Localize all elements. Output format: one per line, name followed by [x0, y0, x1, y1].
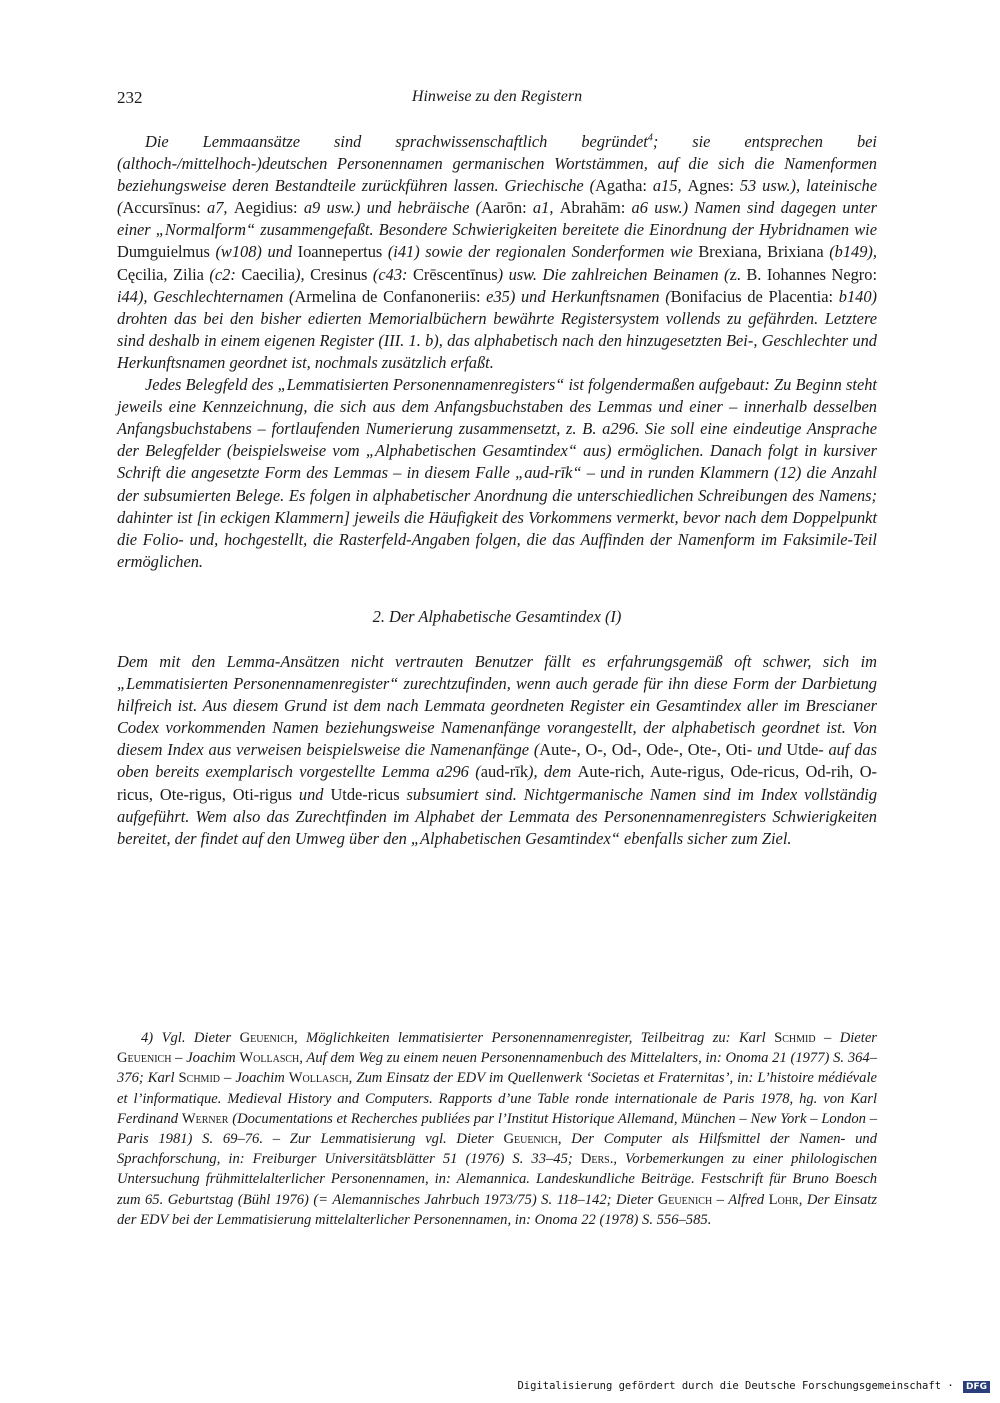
- text-run: ),: [295, 264, 311, 284]
- author-name: Wollasch: [239, 1050, 300, 1067]
- text-run: , Möglichkeiten lemmatisierter Personennamenregister, Teilbeitrag zu: Karl: [294, 1030, 775, 1046]
- text-run: 4) Vgl. Dieter: [141, 1030, 240, 1046]
- footnote-4: [117, 1028, 877, 1230]
- text-run: ), dem: [528, 762, 578, 782]
- text-run: – Joachim: [171, 1050, 240, 1067]
- text-run: ; sie entsprechen bei (althoch-/mittelhoch-)deutschen Personennamen germanischen Wortstämmen, auf die sich die Namenformen beziehungsweise deren Bestandteile zurückführen lassen. Griechische (: [117, 132, 877, 196]
- paragraph-lemma-ansaetze: [117, 131, 877, 374]
- name-example: Agnes:: [687, 176, 734, 196]
- text-run: (c43:: [367, 264, 413, 284]
- name-example: Accursīnus:: [122, 198, 201, 218]
- text-run: (Documentations et Recherches publiées par l’Institut Historique Allemand, München – New York – London – Paris 1981) S. 69–76. – Zur Lemmatisierung vgl. Dieter: [117, 1110, 878, 1148]
- author-name: Geuenich: [239, 1030, 294, 1046]
- text-run: ) usw. Die zahlreichen Beinamen (: [497, 264, 730, 284]
- author-name: Ders.: [580, 1151, 614, 1168]
- text-run: , Der Einsatz der EDV bei der Lemmatisierung mittelalterlicher Personennamen, in: Onoma 22 (1978) S. 556–585.: [117, 1191, 878, 1228]
- author-name: Geuenich: [503, 1131, 558, 1148]
- section-2-heading: 2. Der Alphabetische Gesamtindex (I): [372, 607, 622, 626]
- funding-credit-text: Digitalisierung gefördert durch die Deutsche Forschungsgemeinschaft: [517, 1380, 942, 1392]
- running-title: Hinweise zu den Registern: [411, 88, 583, 105]
- page-number: 232: [117, 88, 143, 107]
- name-example: Aute-rich, Aute-rigus, Ode-ricus, Od-rih, O-ricus, Ote-rigus, Oti-rigus: [117, 762, 877, 804]
- text-run: a9 usw.) und hebräische (: [297, 198, 482, 218]
- text-run: (i41) sowie der regionalen Sonderformen wie: [382, 242, 699, 262]
- page-header: [117, 88, 877, 114]
- name-example: z. B. Iohannes Negro:: [729, 264, 878, 284]
- author-name: Wollasch: [288, 1070, 349, 1087]
- text-run: , Der Computer als Hilfsmittel der Namen- und Sprachforschung, in: Freiburger Universitätsblätter 51 (1976) S. 33–45;: [117, 1131, 877, 1168]
- funding-credit: Digitalisierung gefördert durch die Deutsche Forschungsgemeinschaft · DFG: [517, 1380, 990, 1393]
- text-run: i44), Geschlechternamen (: [117, 286, 295, 306]
- name-example: Bonifacius de Placentia:: [670, 286, 834, 306]
- name-example: Utde-: [786, 740, 824, 760]
- text-run: a1,: [526, 198, 560, 218]
- text-run: subsumiert sind. Nichtgermanische Namen sind im Index vollständig aufgeführt. Wem also das Zurechtfinden im Alphabet der Lemmata des Personennamenregisters Schwierigkeiten bereitet, der findet auf den Umweg über den „Alphabetischen Gesamtindex“ ebenfalls sicher zum Ziel.: [117, 784, 878, 848]
- name-example: Crēscentīnus: [413, 264, 498, 284]
- name-example: Cresinus: [310, 264, 368, 284]
- author-name: Schmid: [178, 1070, 220, 1087]
- name-example: Abrahām:: [559, 198, 626, 218]
- author-name: Werner: [181, 1110, 229, 1127]
- text-run: – Joachim: [220, 1070, 289, 1087]
- name-example: aud-rīk: [480, 762, 529, 782]
- text-run: und: [752, 740, 787, 760]
- name-example: Caecilia: [241, 264, 296, 284]
- text-run: e35) und Herkunftsnamen (: [480, 286, 671, 306]
- text-run: (w108) und: [209, 242, 298, 262]
- section-2-text: [117, 651, 877, 850]
- author-name: Lohr: [768, 1191, 799, 1208]
- name-example: Brexiana, Brixiana: [698, 242, 824, 262]
- name-example: Agatha:: [595, 176, 647, 196]
- text-run: (c2:: [203, 264, 242, 284]
- name-example: Aegidius:: [233, 198, 298, 218]
- text-run: , Vorbemerkungen zu einer philologischen Untersuchung frühmittelalterlicher Personennamen, in: Alemannica. Landeskundliche Beiträge. Festschrift für Bruno Boesch zum 65. Geburtstag (Bühl 1976) (= Alemannisches Jahrbuch 1973/75) S. 118–142; Dieter: [117, 1151, 877, 1208]
- text-run: (b149),: [823, 242, 877, 262]
- text-run: a7,: [200, 198, 234, 218]
- text-run: a6 usw.) Namen sind dagegen unter einer „Normalform“ zusammengefaßt. Besondere Schwierigkeiten bereitete die Einordnung der Hybridnamen wie: [117, 198, 878, 240]
- name-example: Aute-, O-, Od-, Ode-, Ote-, Oti-: [539, 740, 753, 760]
- text-run: b140) drohten das bei den bisher edierten Memorialbüchern bewährte Registersystem vollends zu gefährden. Letztere sind deshalb in einem eigenen Register (III. 1. b), das alphabetisch nach den hinzugesetzten Bei-, Geschlechter und Herkunftsnamen geordnet ist, nochmals zusätzlich erfaßt.: [117, 286, 877, 372]
- paragraph-belegfeld: Jedes Belegfeld des „Lemmatisierten Personennamenregisters“ ist folgendermaßen aufgebaut: Zu Beginn steht jeweils eine Kennzeichnung, die sich aus dem Anfangsbuchstaben des Lemmas und einer – innerhalb desselben Anfangsbuchstabens – fortlaufenden Numerierung zusammensetzt, z. B. a296. Sie soll eine eindeutige Ansprache der Belegfelder (beispielsweise vom „Alphabetischen Gesamtindex“ aus) ermöglichen. Danach folgt in kursiver Schrift die angesetzte Form des Lemmas – in diesem Falle „aud-rīk“ – und in runden Klammern (12) die Anzahl der subsumierten Belege. Es folgen in alphabetischer Anordnung die unterschiedlichen Schreibungen des Namens; dahinter ist [in eckigen Klammern] jeweils die Häufigkeit des Vorkommens vermerkt, bevor nach dem Doppelpunkt die Folio- und, hochgestellt, die Rasterfeld-Angaben folgen, die das Auffinden der Namenform im Faksimile-Teil ermöglichen.: [117, 375, 877, 571]
- paragraph-gesamtindex: [117, 651, 877, 850]
- author-name: Geuenich: [117, 1050, 172, 1067]
- name-example: Utde-ricus: [330, 784, 400, 804]
- text-run: Dem mit den Lemma-Ansätzen nicht vertrauten Benutzer fällt es erfahrungsgemäß oft schwer, sich im „Lemmatisierten Personennamenregister“ zurechtzufinden, wenn auch gerade für ihn diese Form der Darbietung hilfreich ist. Aus diesem Grund ist dem nach Lemmata geordneten Register ein Gesamtindex aller im Brescianer Codex vorkommenden Namen beziehungsweise Namenanfänge vorangestellt, der alphabetisch geordnet ist. Von diesem Index aus verweisen beispielsweise die Namenanfänge (: [117, 652, 877, 760]
- text-run: 53 usw.), lateinische (: [117, 176, 877, 218]
- text-run: Die Lemmaansätze sind sprachwissenschaftlich begründet: [145, 132, 648, 151]
- footnote-reference: 4: [647, 132, 653, 144]
- text-run: a15,: [646, 176, 688, 196]
- text-run: und: [292, 784, 331, 804]
- name-example: Cęcilia, Zilia: [117, 264, 204, 284]
- text-run: auf das oben bereits exemplarisch vorgestellte Lemma a296 (: [117, 740, 877, 782]
- text-run: – Alfred: [712, 1191, 769, 1208]
- text-run: , Zum Einsatz der EDV im Quellenwerk ‘Societas et Fraternitas’, in: L’histoire médiévale et l’informatique. Medieval History and Computers. Rapports d’une Table ronde internationale de Paris 1978, hg. von Karl Ferdinand: [117, 1070, 877, 1127]
- text-run: – Dieter: [815, 1030, 877, 1046]
- name-example: Aarōn:: [481, 198, 527, 218]
- name-example: Ioannepertus: [297, 242, 383, 262]
- text-run: , Auf dem Weg zu einem neuen Personennamenbuch des Mittelalters, in: Onoma 21 (1977) S. 364–376; Karl: [117, 1050, 878, 1087]
- section-1-text: [117, 131, 877, 573]
- name-example: Dumguielmus: [117, 242, 210, 262]
- name-example: Armelina de Confanoneriis:: [294, 286, 481, 306]
- author-name: Schmid: [774, 1030, 816, 1046]
- dfg-logo: DFG: [963, 1381, 990, 1393]
- author-name: Geuenich: [657, 1191, 713, 1208]
